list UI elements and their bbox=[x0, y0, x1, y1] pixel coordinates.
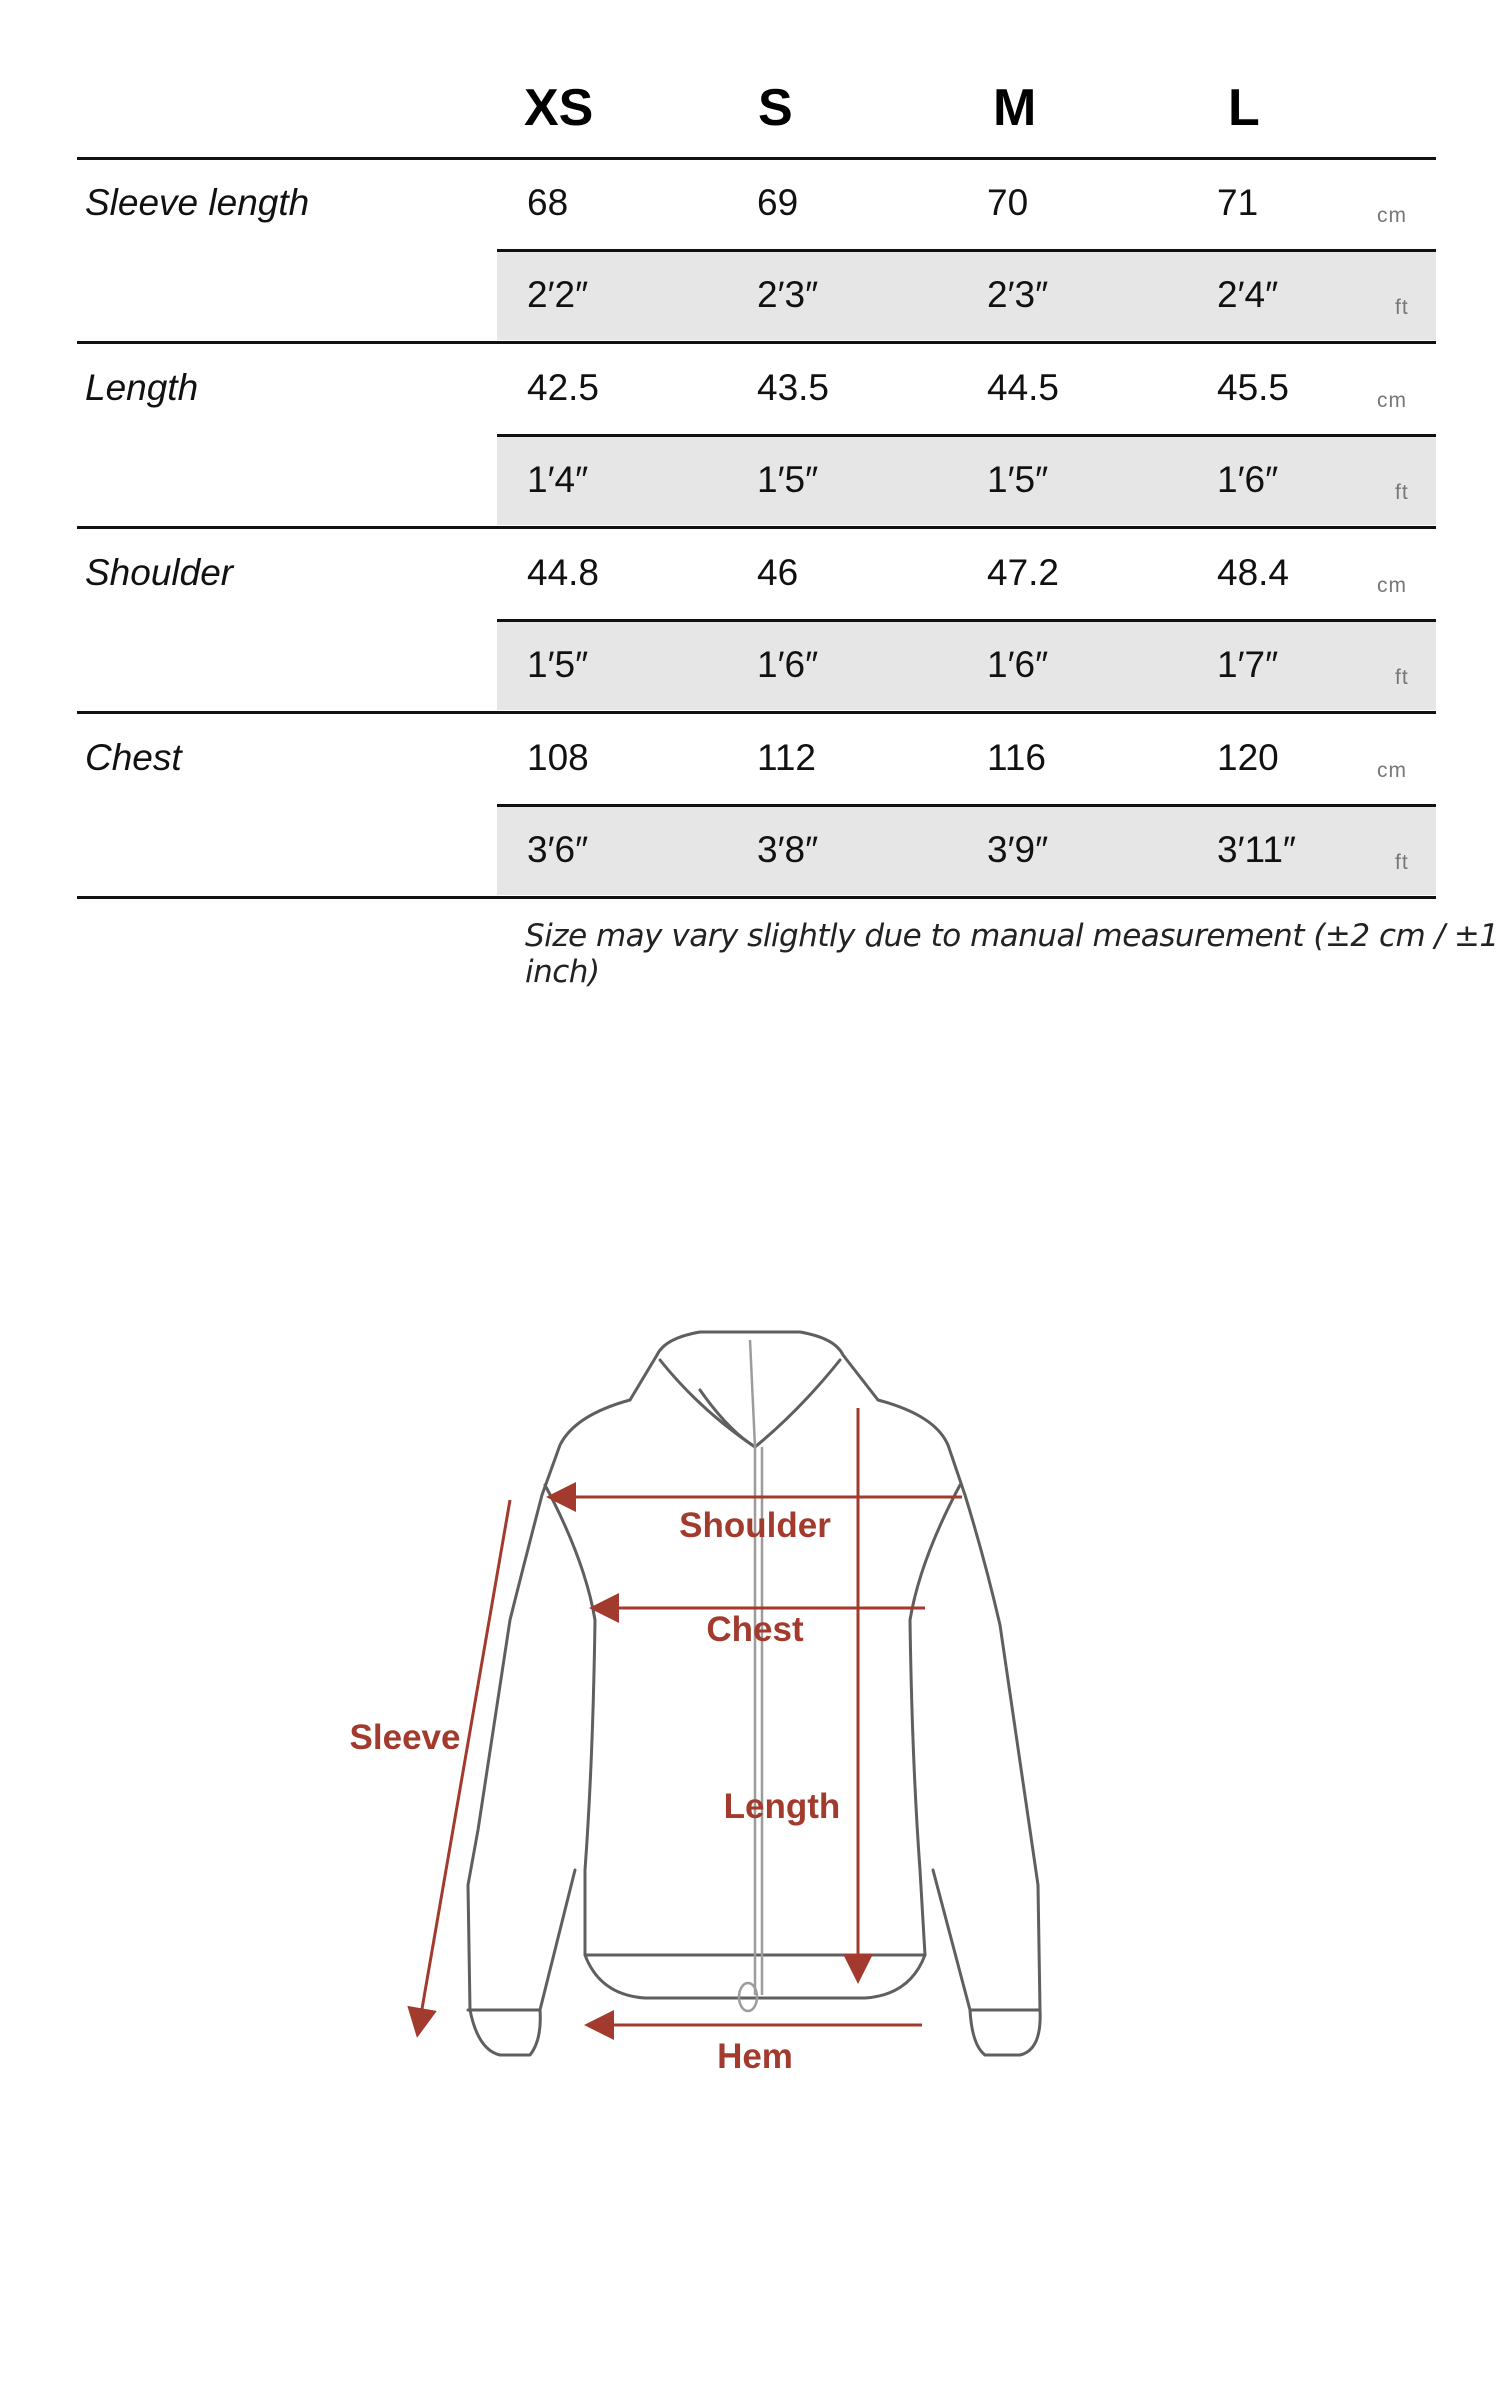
unit-cm: cm bbox=[1377, 574, 1407, 597]
unit-ft: ft bbox=[1395, 481, 1409, 504]
table-cell: 1′6″ bbox=[987, 644, 1049, 685]
table-cell: 2′4″ bbox=[1217, 274, 1279, 315]
table-cell: 44.8 bbox=[527, 552, 600, 593]
table-rule bbox=[77, 896, 1436, 899]
table-rule bbox=[497, 619, 1436, 622]
size-header-m: M bbox=[993, 79, 1037, 137]
table-rule bbox=[77, 341, 1436, 344]
size-header-l: L bbox=[1228, 79, 1260, 137]
table-cell: 71 bbox=[1217, 182, 1259, 223]
table-rule bbox=[497, 804, 1436, 807]
table-rule bbox=[77, 526, 1436, 529]
table-cell: 112 bbox=[757, 737, 816, 778]
table-cell: 1′6″ bbox=[757, 644, 819, 685]
table-cell: 43.5 bbox=[757, 367, 830, 408]
ft-row-shade bbox=[497, 437, 1436, 525]
table-cell: 3′6″ bbox=[527, 829, 589, 870]
row-label-shoulder: Shoulder bbox=[85, 552, 234, 593]
table-cell: 120 bbox=[1217, 737, 1279, 778]
table-cell: 3′8″ bbox=[757, 829, 819, 870]
table-cell: 47.2 bbox=[987, 552, 1060, 593]
table-cell: 1′7″ bbox=[1217, 644, 1279, 685]
table-cell: 1′6″ bbox=[1217, 459, 1279, 500]
size-header-s: S bbox=[758, 79, 793, 137]
table-cell: 2′3″ bbox=[757, 274, 819, 315]
table-cell: 69 bbox=[757, 182, 799, 223]
row-label-sleeve-length: Sleeve length bbox=[85, 182, 310, 223]
table-cell: 45.5 bbox=[1217, 367, 1290, 408]
table-cell: 1′5″ bbox=[757, 459, 819, 500]
unit-cm: cm bbox=[1377, 759, 1407, 782]
unit-cm: cm bbox=[1377, 389, 1407, 412]
table-cell: 1′5″ bbox=[987, 459, 1049, 500]
table-cell: 46 bbox=[757, 552, 799, 593]
unit-cm: cm bbox=[1377, 204, 1407, 227]
table-cell: 44.5 bbox=[987, 367, 1060, 408]
table-rule bbox=[497, 249, 1436, 252]
hem-label: Hem bbox=[717, 2037, 793, 2076]
table-rule bbox=[77, 711, 1436, 714]
ft-row-shade bbox=[497, 252, 1436, 340]
unit-ft: ft bbox=[1395, 851, 1409, 874]
shoulder-label: Shoulder bbox=[679, 1506, 831, 1545]
size-header-xs: XS bbox=[524, 79, 594, 137]
table-cell: 116 bbox=[987, 737, 1046, 778]
sleeve-arrow bbox=[418, 1500, 510, 2032]
unit-ft: ft bbox=[1395, 666, 1409, 689]
table-cell: 2′3″ bbox=[987, 274, 1049, 315]
chest-label: Chest bbox=[706, 1610, 804, 1649]
sleeve-label: Sleeve bbox=[349, 1718, 461, 1757]
measurement-arrows bbox=[418, 1408, 962, 2032]
table-cell: 3′11″ bbox=[1217, 829, 1297, 870]
table-rule bbox=[497, 434, 1436, 437]
table-cell: 1′4″ bbox=[527, 459, 589, 500]
zipper-line bbox=[739, 1340, 762, 2011]
table-cell: 108 bbox=[527, 737, 589, 778]
table-cell: 1′5″ bbox=[527, 644, 589, 685]
table-rule bbox=[77, 157, 1436, 160]
ft-row-shade bbox=[497, 622, 1436, 710]
table-cell: 2′2″ bbox=[527, 274, 589, 315]
table-cell: 3′9″ bbox=[987, 829, 1049, 870]
table-cell: 70 bbox=[987, 182, 1029, 223]
length-label: Length bbox=[723, 1787, 841, 1826]
row-label-length: Length bbox=[85, 367, 199, 408]
hoodie-measurement-diagram bbox=[0, 1200, 1500, 2100]
table-cell: 48.4 bbox=[1217, 552, 1290, 593]
unit-ft: ft bbox=[1395, 296, 1409, 319]
table-cell: 42.5 bbox=[527, 367, 600, 408]
measurement-note: Size may vary slightly due to manual measurement (±2 cm / ±1 inch) bbox=[525, 918, 1499, 990]
row-label-chest: Chest bbox=[85, 737, 182, 778]
table-cell: 68 bbox=[527, 182, 569, 223]
